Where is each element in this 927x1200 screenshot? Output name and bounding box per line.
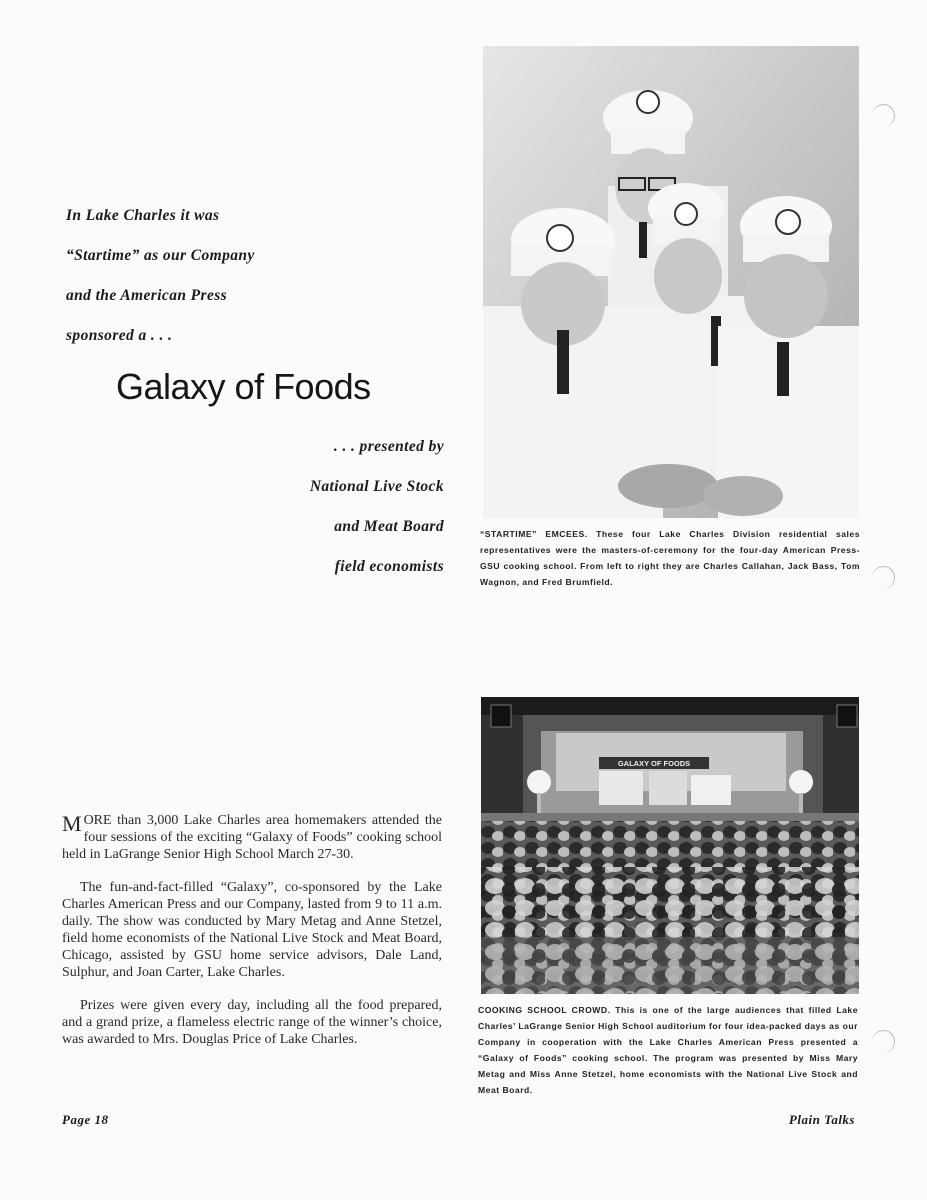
crowd-caption-lead: COOKING SCHOOL CROWD.: [478, 1005, 611, 1015]
emcees-illustration: [483, 46, 859, 518]
crowd-illustration: [481, 697, 859, 994]
binder-hole-bottom: [872, 1030, 895, 1053]
intro-line-1: In Lake Charles it was: [66, 207, 220, 224]
emcees-caption: [480, 526, 860, 590]
credit-line-2: National Live Stock: [309, 478, 444, 495]
article-body: [62, 812, 442, 1064]
intro-line-3: and the American Press: [66, 287, 228, 304]
article-paragraph-1-text: ORE than 3,000 Lake Charles area homemakers attended the four sessions of the exciting “Galaxy of Foods” cooking school held in LaGrange Senior High School March 27-30.: [62, 813, 442, 862]
credit-line-3: and Meat Board: [334, 518, 444, 535]
credit-line-4: field economists: [334, 558, 444, 575]
emcees-photo: [483, 46, 859, 518]
emcees-caption-lead: “STARTIME” EMCEES.: [480, 529, 588, 539]
article-paragraph-3: Prizes were given every day, including all the food prepared, and a grand prize, a flameless electric range of the winner’s choice, was awarded to Mrs. Douglas Price of Lake Charles.: [62, 998, 442, 1047]
article-paragraph-1: [62, 812, 442, 863]
binder-hole-top: [872, 104, 895, 127]
emcees-caption-text: These four Lake Charles Division residential sales representatives were the masters-of-ceremony for the four-day American Press-GSU cooking school. From left to right they are Charles Callahan, Jack Bass, Tom Wagnon, and Fred Brumfield.: [480, 529, 860, 587]
intro-line-2: “Startime” as our Company: [66, 247, 255, 264]
crowd-caption-text: This is one of the large audiences that filled Lake Charles’ LaGrange Senior High School auditorium for four idea-packed days as our Company in cooperation with the Lake Charles American Press presented a “Galaxy of Foods” cooking school. The program was presented by Miss Mary Metag and Miss Anne Stetzel, home economists with the National Live Stock and Meat Board.: [478, 1005, 858, 1095]
page-number: Page 18: [62, 1112, 109, 1127]
crowd-caption: [478, 1002, 858, 1098]
stage-banner: GALAXY OF FOODS: [617, 759, 691, 768]
publication-name: Plain Talks: [788, 1112, 855, 1127]
binder-hole-middle: [872, 566, 895, 589]
crowd-photo: [481, 697, 859, 994]
credit-line-1: . . . presented by: [333, 438, 444, 455]
drop-cap: M: [62, 811, 82, 836]
headline: Galaxy of Foods: [116, 366, 371, 407]
intro-line-4: sponsored a . . .: [66, 327, 173, 344]
article-paragraph-2: The fun-and-fact-filled “Galaxy”, co-sponsored by the Lake Charles American Press and our Company, lasted from 9 to 11 a.m. daily. The show was conducted by Mary Metag and Anne Stetzel, field home economists of the National Live Stock and Meat Board, Chicago, assisted by GSU home service advisors, Dale Land, Sulphur, and Joan Carter, Lake Charles.: [62, 880, 442, 980]
